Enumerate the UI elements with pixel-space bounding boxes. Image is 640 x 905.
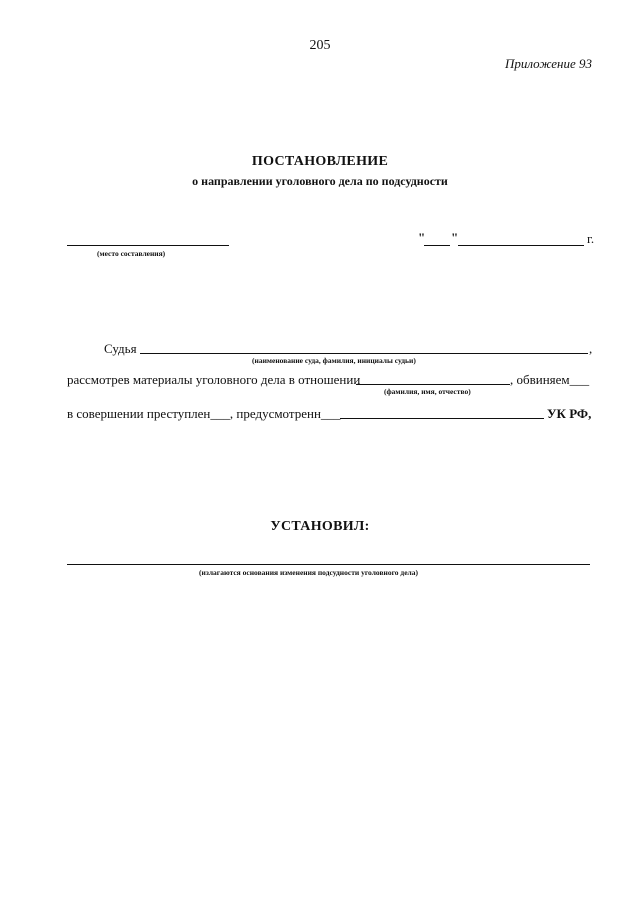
- date-year-suffix: г.: [587, 231, 595, 246]
- code-text: УК РФ,: [547, 406, 592, 421]
- code-article-line: [340, 418, 544, 419]
- place-caption: (место составления): [97, 249, 166, 258]
- judge-comma: ,: [589, 341, 593, 356]
- page-number: 205: [309, 38, 331, 53]
- grounds-caption: (излагаются основания изменения подсудности уголовного дела): [199, 568, 419, 577]
- considered-text: рассмотрев материалы уголовного дела в отношении: [67, 372, 361, 387]
- document-title: ПОСТАНОВЛЕНИЕ: [251, 154, 389, 169]
- date-day-line: [424, 245, 450, 246]
- date-month-line: [458, 245, 584, 246]
- judge-line: [140, 353, 588, 354]
- accused-text: , обвиняем___: [510, 372, 590, 387]
- document-subtitle: о направлении уголовного дела по подсудности: [192, 174, 448, 188]
- date-quote-close: ": [451, 230, 459, 245]
- grounds-line: [67, 564, 590, 565]
- judge-label: Судья: [104, 341, 137, 356]
- established-heading: УСТАНОВИЛ:: [270, 519, 370, 534]
- crime-text: в совершении преступлен___, предусмотренн___: [67, 406, 341, 421]
- person-line: [356, 384, 510, 385]
- person-caption: (фамилия, имя, отчество): [384, 387, 471, 396]
- place-line: [67, 245, 229, 246]
- judge-caption: (наименование суда, фамилия, инициалы судьи): [252, 356, 416, 365]
- date-quote-open: ": [418, 230, 426, 245]
- appendix-label: Приложение 93: [504, 56, 592, 71]
